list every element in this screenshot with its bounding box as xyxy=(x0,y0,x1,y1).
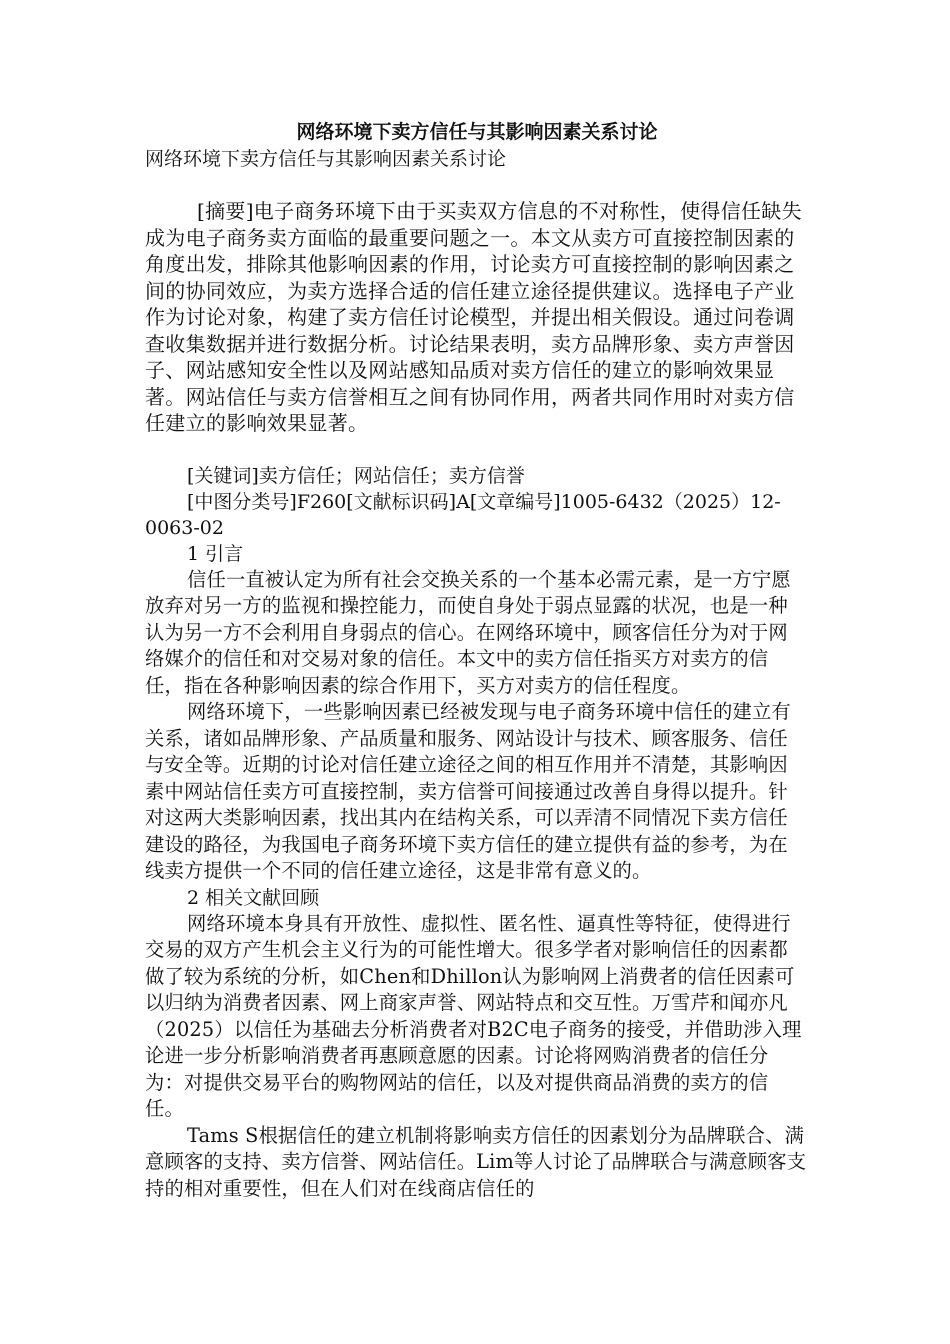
body-paragraph: 网络环境下，一些影响因素已经被发现与电子商务环境中信任的建立有关系，诸如品牌形象、产品质量和服务、网站设计与技术、顾客服务、信任与安全等。近期的讨论对信任建立途径之间的相互作用并不清楚，其影响因素中网站信任卖方可直接控制，卖方信誉可间接通过改善自身得以提升。针对这两大类影响因素，找出其内在结构关系，可以弄清不同情况下卖方信任建设的路径，为我国电子商务环境下卖方信任的建立提供有益的参考，为在线卖方提供一个不同的信任建立途径，这是非常有意义的。 xyxy=(145,700,791,882)
body-paragraph: 信任一直被认定为所有社会交换关系的一个基本必需元素，是一方宁愿放弃对另一方的监视和操控能力，而使自身处于弱点显露的状况，也是一种认为另一方不会利用自身弱点的信心。在网络环境中，顾客信任分为对于网络媒介的信任和对交易对象的信任。本文中的卖方信任指买方对卖方的信任，指在各种影响因素的综合作用下，买方对卖方的信任程度。 xyxy=(145,567,791,697)
section-heading-literature-review: 2 相关文献回顾 xyxy=(187,886,320,909)
spacer xyxy=(145,437,807,463)
document-page xyxy=(145,118,807,1202)
body-paragraph: 网络环境本身具有开放性、虚拟性、匿名性、逼真性等特征，使得进行交易的双方产生机会主义行为的可能性增大。很多学者对影响信任的因素都做了较为系统的分析，如Chen和Dhillon认为影响网上消费者的信任因素可以归纳为消费者因素、网上商家声誉、网站特点和交互性。万雪芹和闻亦凡（2025）以信任为基础去分析消费者对B2C电子商务的接受，并借助涉入理论进一步分析影响消费者再惠顾意愿的因素。讨论将网购消费者的信任分为：对提供交易平台的购物网站的信任，以及对提供商品消费的卖方的信任。 xyxy=(145,911,802,1120)
keywords-line: [关键词]卖方信任；网站信任；卖方信誉 xyxy=(187,464,525,487)
classification-line: [中图分类号]F260[文献标识码]A[文章编号]1005-6432（2025）12-0063-02 xyxy=(145,490,781,539)
body-paragraph: Tams S根据信任的建立机制将影响卖方信任的因素划分为品牌联合、满意顾客的支持、卖方信誉、网站信任。Lim等人讨论了品牌联合与满意顾客支持的相对重要性，但在人们对在线商店信任的 xyxy=(145,1123,807,1200)
section-heading-introduction: 1 引言 xyxy=(187,542,244,565)
document-title: 网络环境下卖方信任与其影响因素关系讨论 xyxy=(296,121,658,143)
abstract-paragraph: [摘要]电子商务环境下由于买卖双方信息的不对称性，使得信任缺失成为电子商务卖方面临的最重要问题之一。本文从卖方可直接控制因素的角度出发，排除其他影响因素的作用，讨论卖方可直接控制的影响因素之间的协同效应，为卖方选择合适的信任建立途径提供建议。选择电子产业作为讨论对象，构建了卖方信任讨论模型，并提出相关假设。通过问卷调查收集数据并进行数据分析。讨论结果表明，卖方品牌形象、卖方声誉因子、网站感知安全性以及网站感知品质对卖方信任的建立的影响效果显著。网站信任与卖方信誉相互之间有协同作用，两者共同作用时对卖方信任建立的影响效果显著。 xyxy=(145,199,802,435)
document-subtitle: 网络环境下卖方信任与其影响因素关系讨论 xyxy=(145,148,507,170)
